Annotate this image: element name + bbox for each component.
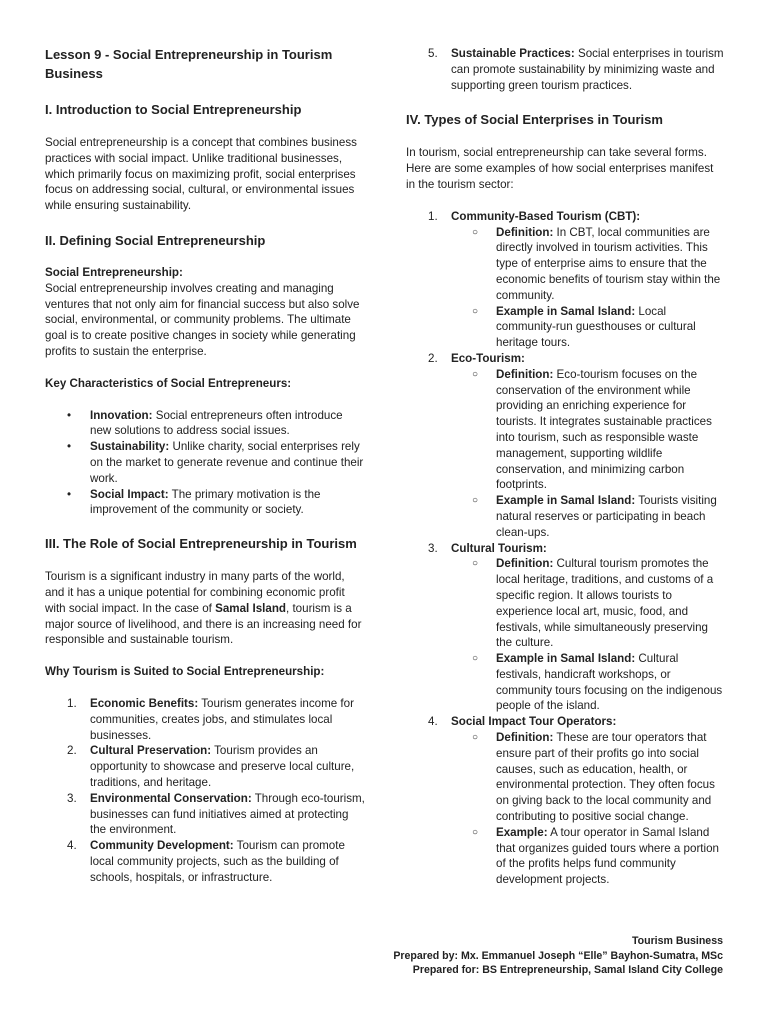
footer-course: Tourism Business: [631, 935, 723, 947]
section-3-paragraph: Tourism is a significant industry in many parts of the world, and it has a unique potential for combining economic profit with social impact. In the case of Samal Island, tourism is a major source of livelihood, and there is an increasing need for responsible and sustainable tourism.: [45, 570, 362, 647]
sub-list: [451, 225, 724, 351]
footer-prepared-by: Prepared by: Mx. Emmanuel Joseph “Elle” Bayhon-Sumatra, MSc: [393, 949, 723, 962]
sub-list-item: ○ Example in Samal Island: Cultural festivals, handicraft workshops, or community tours focusing on the indigenous people of the island.: [451, 651, 724, 714]
list-item: 3. Cultural Tourism: ○ Definition: Cultural tourism promotes the local heritage, traditions, and customs of a specific region. It allows tourists to experience local art, music, food, and festivals, while simultaneously preserving the culture. ○ Example in Samal Island: Cultural festivals, handicraft workshops, or community tours focusing on the indigenous people of the island.: [406, 541, 724, 715]
list-item: 2. Eco-Tourism: ○ Definition: Eco-tourism focuses on the conservation of the environment while providing an enriching experience for tourists. It integrates sustainable practices into tourism, such as responsible waste management, supporting wildlife conservation, and minimizing carbon footprints. ○ Example in Samal Island: Tourists visiting natural reserves or participating in beach clean-ups.: [406, 351, 724, 541]
sub-list: [451, 556, 724, 714]
list-item: 4. Social Impact Tour Operators: ○ Definition: These are tour operators that ensure part of their profits go into social causes, such as education, health, or environmental protection. They often focus on giving back to the local community and contributing to positive social change. ○ Example: A tour operator in Samal Island that organizes guided tours where a portion of the profits helps fund community development projects.: [406, 714, 724, 888]
footer-prepared-for: Prepared for: BS Entrepreneurship, Samal Island City College: [412, 964, 723, 976]
section-1-heading: I. Introduction to Social Entrepreneurship: [45, 102, 302, 117]
list-item: • Innovation: Social entrepreneurs often introduce new solutions to address social issues.: [45, 408, 365, 440]
section-2-paragraph: Social entrepreneurship involves creating and managing ventures that not only aim for financial success but also solve social, environmental, or community problems. The ultimate goal is to create positive changes in society while generating profits to sustain the enterprise.: [45, 281, 360, 358]
list-item: 4. Community Development: Tourism can promote local community projects, such as the building of schools, hospitals, or infrastructure.: [67, 839, 345, 884]
section-2-heading: II. Defining Social Entrepreneurship: [45, 232, 266, 248]
lesson-title: Lesson 9 - Social Entrepreneurship in Tourism Business: [45, 47, 333, 81]
right-column: [406, 0, 724, 888]
sub-list: [451, 730, 724, 888]
sub-list-item: ○ Definition: These are tour operators that ensure part of their profits go into social causes, such as education, health, or environmental protection. They often focus on giving back to the local community and contributing to positive social change.: [451, 730, 724, 825]
key-characteristics-list: [45, 408, 365, 519]
section-1-paragraph: Social entrepreneurship is a concept that combines business practices with social impact. Unlike traditional businesses, which primarily focus on maximizing profit, social enterprises focus on addressing social, cultural, or environmental issues while ensuring sustainability.: [45, 136, 357, 213]
list-item: • Social Impact: The primary motivation is the improvement of the community or society.: [45, 487, 365, 519]
section-3-heading: III. The Role of Social Entrepreneurship in Tourism: [45, 536, 357, 552]
why-tourism-heading: Why Tourism is Suited to Social Entrepreneurship:: [45, 665, 325, 679]
enterprise-types-list: [406, 209, 724, 888]
why-tourism-list-continued: [406, 46, 724, 93]
list-item: 1. Economic Benefits: Tourism generates income for communities, creates jobs, and stimulates local businesses.: [67, 696, 354, 742]
list-item: 1. Community-Based Tourism (CBT): ○ Definition: In CBT, local communities are directly involved in tourism activities. This type of enterprise aims to ensure that the economic benefits of tourism stay within the community. ○ Example in Samal Island: Local community-run guesthouses or cultural heritage tours.: [406, 209, 724, 351]
sub-list-item: ○ Definition: In CBT, local communities are directly involved in tourism activities. This type of enterprise aims to ensure that the economic benefits of tourism stay within the community.: [451, 225, 724, 304]
list-item: 3. Environmental Conservation: Through eco-tourism, businesses can fund initiatives aimed at protecting the environment.: [67, 791, 365, 837]
sub-list: [451, 367, 724, 541]
sub-list-item: ○ Example in Samal Island: Tourists visiting natural reserves or participating in beach clean-ups.: [451, 493, 724, 540]
list-item: 5. Sustainable Practices: Social enterprises in tourism can promote sustainability by minimizing waste and supporting green tourism practices.: [428, 47, 724, 92]
why-tourism-list: [45, 696, 365, 886]
page-footer: [393, 934, 723, 978]
sub-list-item: ○ Definition: Cultural tourism promotes the local heritage, traditions, and customs of a specific region. It allows tourists to experience local art, music, food, and festivals, while simultaneously preserving the culture.: [451, 556, 724, 651]
section-4-paragraph: In tourism, social entrepreneurship can take several forms. Here are some examples of how social enterprises manifest in the tourism sector:: [406, 146, 714, 191]
list-item: 2. Cultural Preservation: Tourism provides an opportunity to showcase and preserve local culture, traditions, and heritage.: [67, 744, 355, 789]
left-column: [45, 0, 365, 885]
sub-list-item: ○ Example: A tour operator in Samal Island that organizes guided tours where a portion of the profits helps fund community development projects.: [451, 825, 724, 888]
sub-list-item: ○ Definition: Eco-tourism focuses on the conservation of the environment while providing an enriching experience for tourists. It integrates sustainable practices into tourism, such as responsible waste management, supporting wildlife conservation, and minimizing carbon footprints.: [451, 367, 724, 493]
section-4-heading: IV. Types of Social Enterprises in Tourism: [406, 112, 663, 128]
list-item: • Sustainability: Unlike charity, social enterprises rely on the market to generate revenue and continue their work.: [45, 439, 365, 486]
sub-list-item: ○ Example in Samal Island: Local community-run guesthouses or cultural heritage tours.: [451, 304, 724, 351]
key-characteristics-heading: Key Characteristics of Social Entrepreneurs:: [45, 376, 292, 390]
section-2-subheading: Social Entrepreneurship:: [45, 265, 183, 279]
